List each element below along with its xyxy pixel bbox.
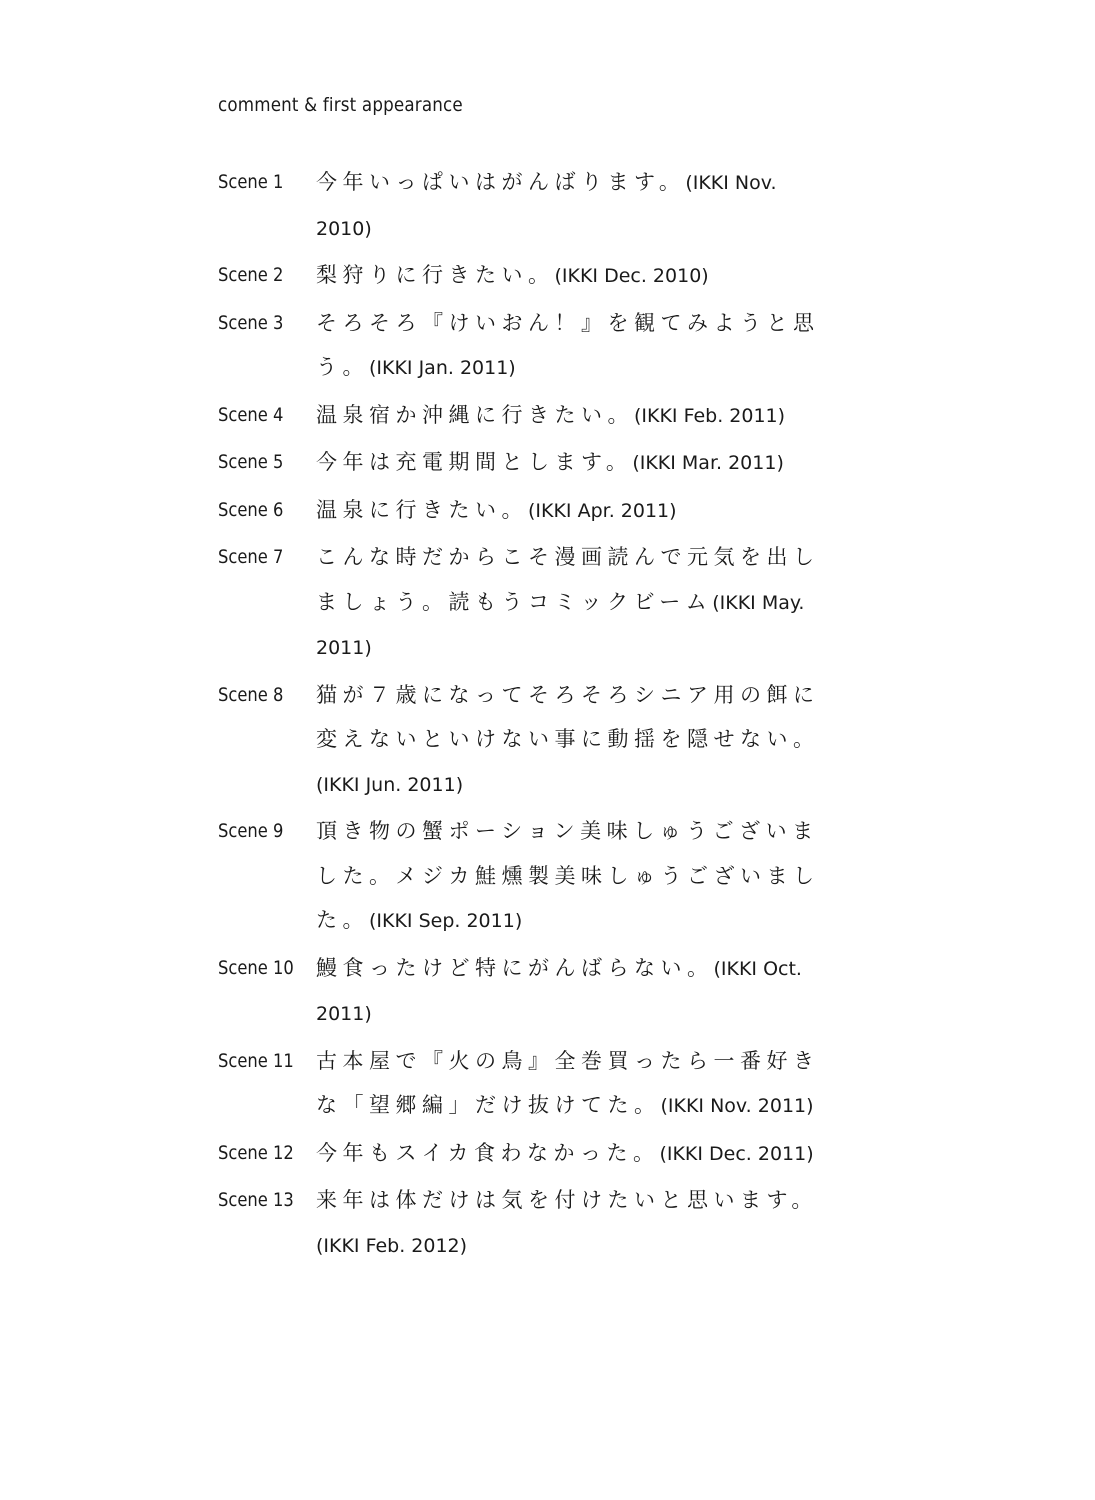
scene-label: Scene 13 bbox=[218, 1189, 294, 1211]
comment-text: 来年は体だけは気を付けたいと思います。 bbox=[316, 1188, 818, 1212]
scene-comment bbox=[316, 440, 836, 486]
scene-label: Scene 12 bbox=[218, 1141, 294, 1164]
first-appearance: (IKKI Oct. 2011) bbox=[316, 957, 802, 1025]
scene-entry bbox=[218, 488, 858, 534]
comment-text: 今年は充電期間とします。 bbox=[316, 450, 633, 474]
scene-entry bbox=[218, 440, 858, 486]
comment-text: こんな時だからこそ漫画読んで元気を出しましょう。読もうコミックビーム bbox=[316, 545, 820, 614]
first-appearance: (IKKI Feb. 2012) bbox=[316, 1234, 468, 1257]
scene-entry bbox=[218, 809, 858, 944]
scene-entry bbox=[218, 535, 858, 671]
first-appearance: (IKKI Nov. 2011) bbox=[660, 1095, 814, 1117]
scene-label: Scene 8 bbox=[218, 683, 284, 706]
comment-text: 今年いっぱいはがんばります。 bbox=[316, 170, 686, 194]
scene-entry bbox=[218, 393, 858, 439]
comment-text: 鰻食ったけど特にがんばらない。 bbox=[316, 955, 714, 980]
comment-text: 温泉に行きたい。 bbox=[316, 497, 528, 522]
scene-entry bbox=[218, 1178, 858, 1268]
scene-entry bbox=[218, 253, 858, 299]
first-appearance: (IKKI Sep. 2011) bbox=[369, 910, 523, 932]
first-appearance: (IKKI May. 2011) bbox=[316, 591, 805, 659]
scene-comment bbox=[316, 301, 836, 391]
comment-text: 古本屋で『火の鳥』全巻買ったら一番好きな「望郷編」だけ抜けてた。 bbox=[316, 1048, 820, 1117]
first-appearance: (IKKI Dec. 2010) bbox=[554, 265, 709, 287]
scene-comment bbox=[316, 946, 836, 1037]
scene-label: Scene 10 bbox=[218, 956, 294, 979]
scene-label: Scene 2 bbox=[218, 264, 284, 286]
scene-label: Scene 4 bbox=[218, 403, 284, 426]
scene-entry bbox=[218, 1131, 858, 1177]
scene-label: Scene 3 bbox=[218, 311, 284, 334]
scene-comment bbox=[316, 253, 836, 299]
scene-comment bbox=[316, 673, 836, 808]
scene-comment bbox=[316, 1039, 836, 1129]
scene-comment bbox=[316, 160, 836, 251]
scene-label: Scene 5 bbox=[218, 451, 284, 473]
first-appearance: (IKKI Mar. 2011) bbox=[632, 452, 784, 474]
scene-label: Scene 11 bbox=[218, 1049, 294, 1072]
scene-label: Scene 6 bbox=[218, 498, 284, 521]
first-appearance: (IKKI Feb. 2011) bbox=[634, 404, 786, 427]
first-appearance: (IKKI Dec. 2011) bbox=[659, 1142, 814, 1165]
comment-page bbox=[218, 88, 858, 1270]
first-appearance: (IKKI Nov. 2010) bbox=[316, 172, 777, 240]
scene-comment bbox=[316, 535, 836, 671]
scene-comment bbox=[316, 1178, 836, 1268]
first-appearance: (IKKI Jun. 2011) bbox=[316, 773, 464, 796]
scene-comment bbox=[316, 809, 836, 944]
first-appearance: (IKKI Apr. 2011) bbox=[528, 499, 677, 522]
scene-label: Scene 9 bbox=[218, 820, 284, 842]
scene-label: Scene 1 bbox=[218, 171, 284, 193]
scene-entry bbox=[218, 673, 858, 808]
first-appearance: (IKKI Jan. 2011) bbox=[369, 357, 516, 379]
scene-label: Scene 7 bbox=[218, 546, 284, 568]
scene-entry bbox=[218, 1039, 858, 1129]
comment-text: 今年もスイカ食わなかった。 bbox=[316, 1140, 660, 1165]
scene-entry bbox=[218, 160, 858, 251]
comment-text: 猫が７歳になってそろそろシニア用の餌に変えないといけない事に動揺を隠せない。 bbox=[316, 682, 820, 751]
scene-entry bbox=[218, 301, 858, 391]
comment-text: そろそろ『けいおん！』を観てみようと思う。 bbox=[316, 310, 820, 379]
scene-entry bbox=[218, 946, 858, 1037]
page-heading: comment & first appearance bbox=[218, 94, 463, 116]
comment-text: 温泉宿か沖縄に行きたい。 bbox=[316, 402, 634, 427]
comment-text: 頂き物の蟹ポーション美味しゅうございました。メジカ鮭燻製美味しゅうございました。 bbox=[316, 819, 820, 932]
comment-text: 梨狩りに行きたい。 bbox=[316, 263, 555, 287]
scene-comment bbox=[316, 1131, 836, 1177]
scene-comment bbox=[316, 488, 836, 534]
scene-comment bbox=[316, 393, 836, 439]
